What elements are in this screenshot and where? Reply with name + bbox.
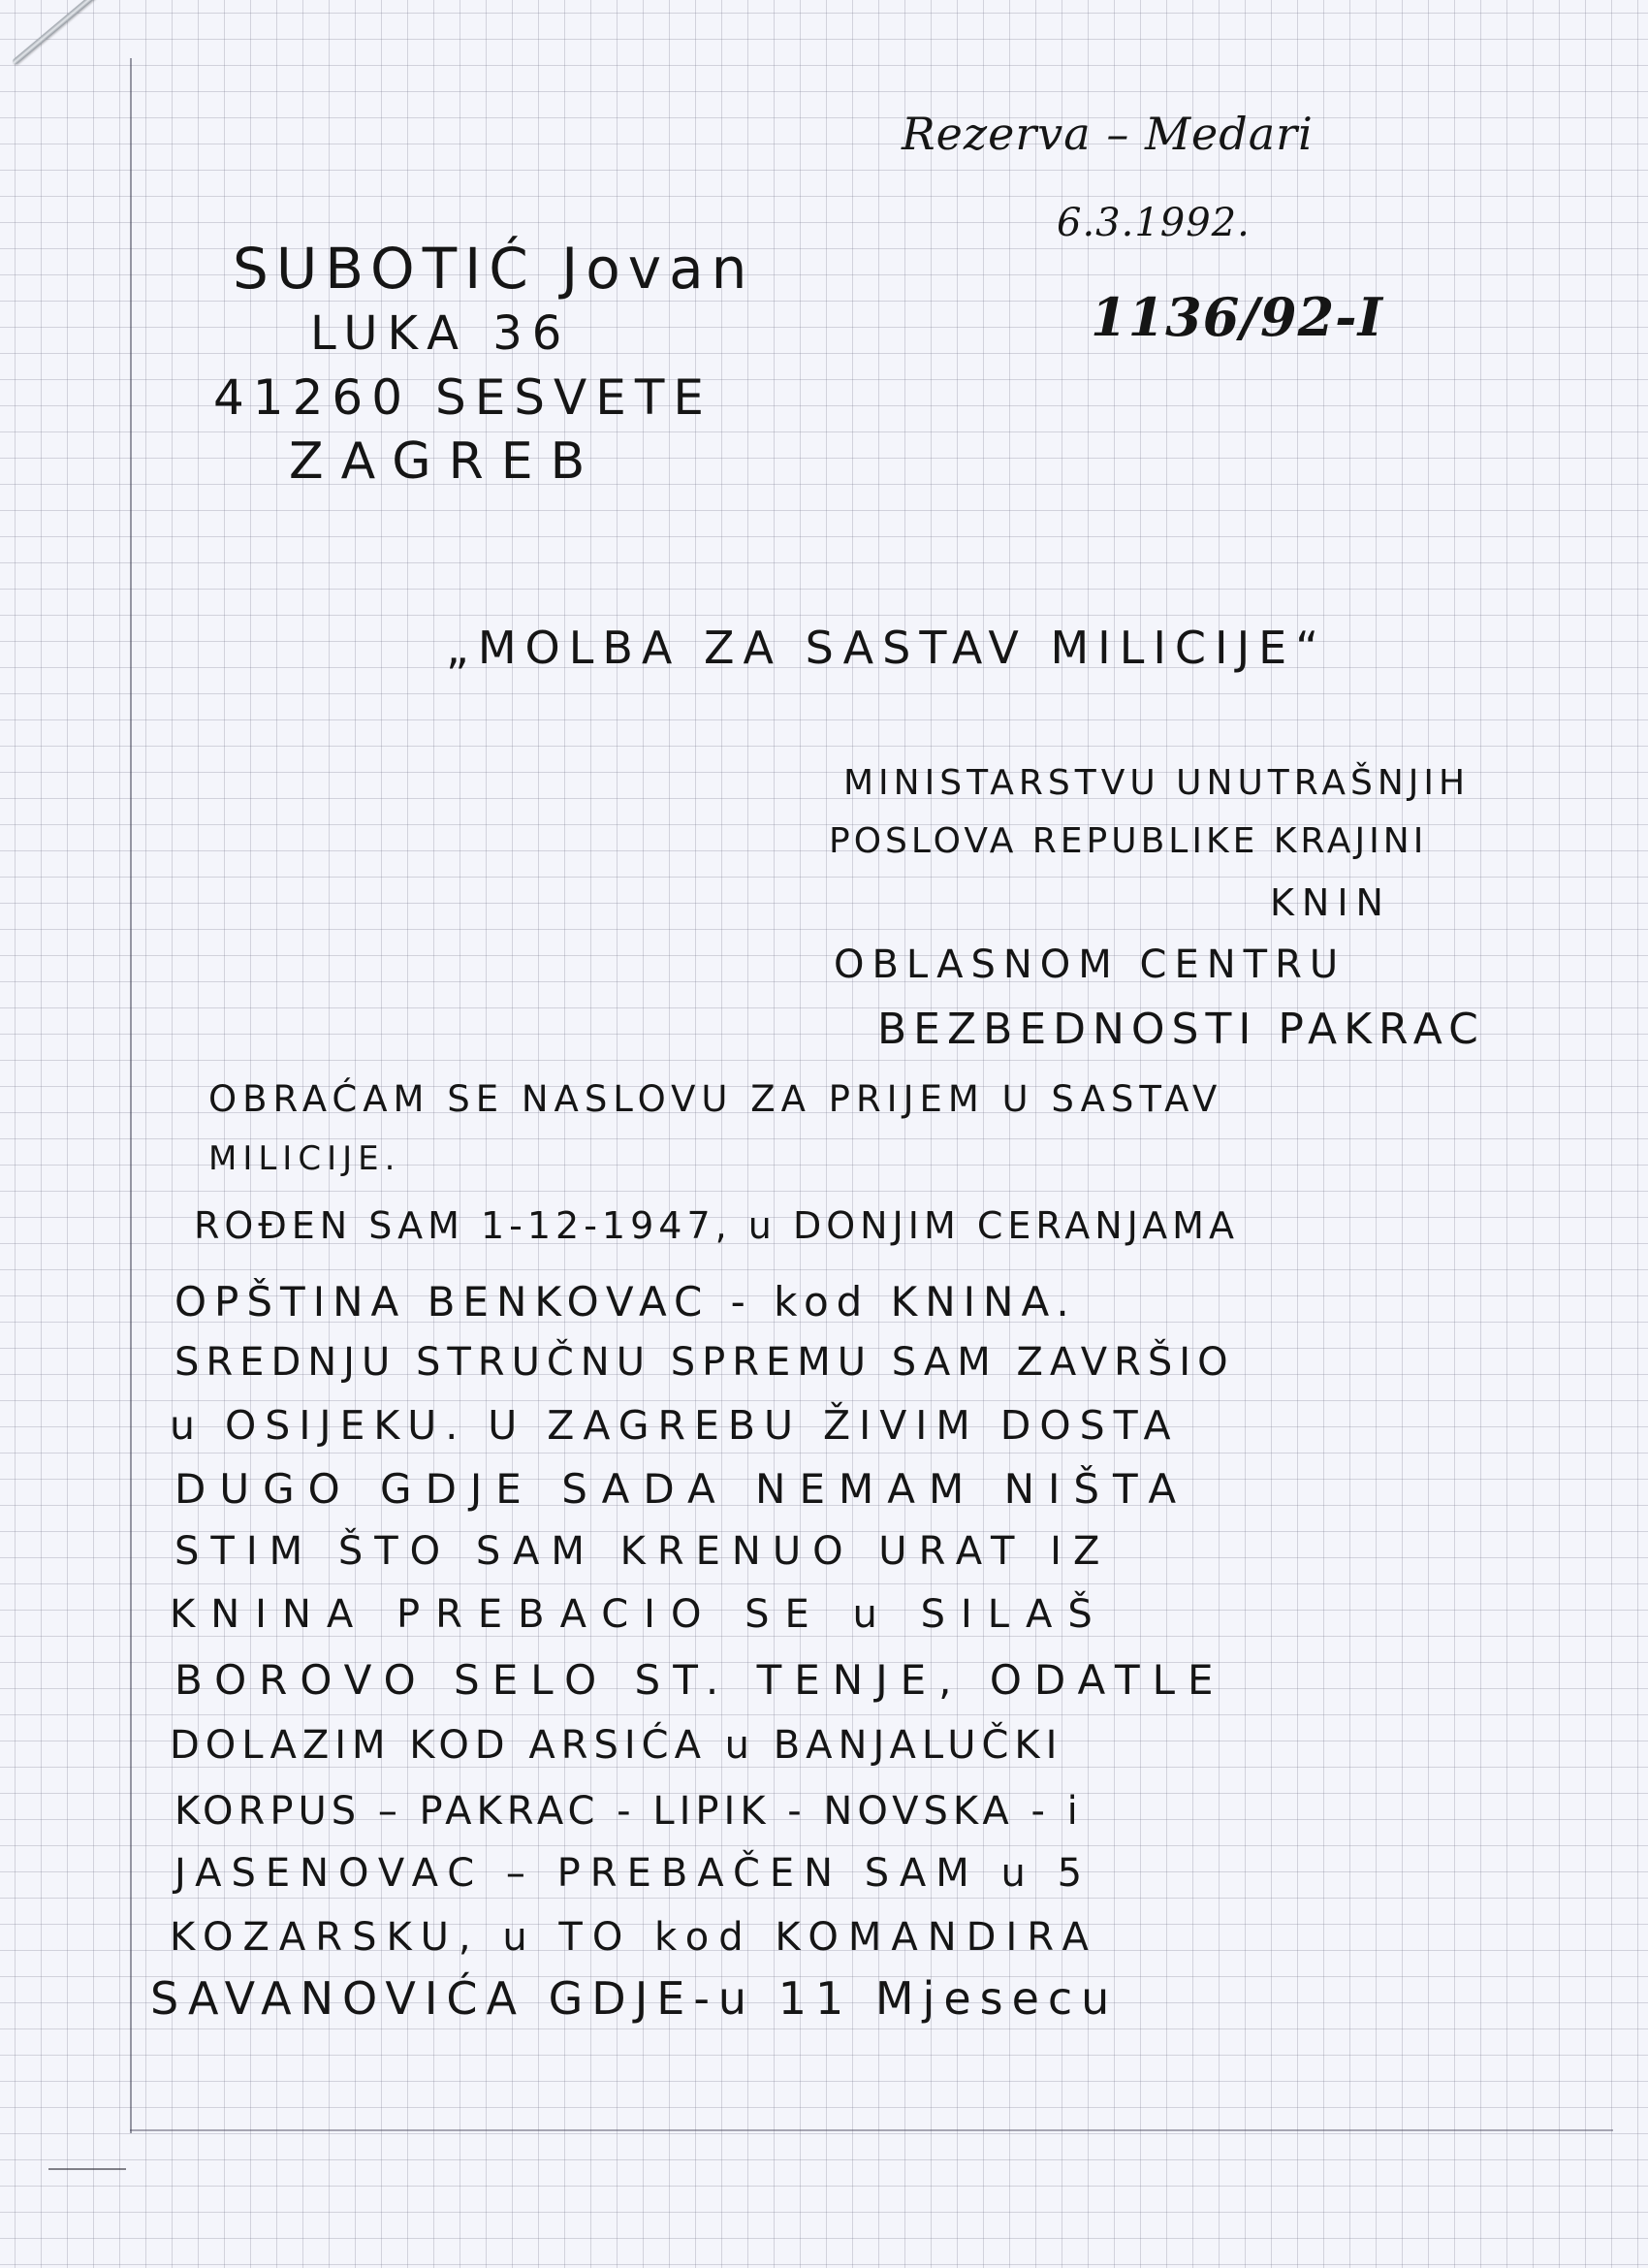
body-line: BOROVO SELO ST. TENJE, ODATLE <box>174 1656 1226 1704</box>
bottom-rule <box>130 2129 1613 2131</box>
body-line: JASENOVAC – PREBAČEN SAM u 5 <box>174 1851 1093 1896</box>
body-line: OPŠTINA BENKOVAC - kod KNINA. <box>174 1278 1077 1326</box>
recipient-line-1: MINISTARSTVU UNUTRAŠNJIH <box>843 763 1471 803</box>
sender-name: SUBOTIĆ Jovan <box>233 236 755 302</box>
recipient-line-3: KNIN <box>1270 881 1391 924</box>
subject-title: „MOLBA ZA SASTAV MILICIJE“ <box>446 622 1328 674</box>
body-line: KOZARSKU, u TO kod KOMANDIRA <box>170 1915 1098 1960</box>
sender-postal-city: 41260 SESVETE <box>213 369 713 426</box>
body-line: SREDNJU STRUČNU SPREMU SAM ZAVRŠIO <box>174 1340 1235 1385</box>
body-line: u OSIJEKU. U ZAGREBU ŽIVIM DOSTA <box>170 1402 1180 1449</box>
recipient-line-2: POSLOVA REPUBLIKE KRAJINI <box>829 821 1428 861</box>
body-line: OBRAĆAM SE NASLOVU ZA PRIJEM U SASTAV <box>208 1078 1223 1120</box>
sender-city: ZAGREB <box>289 432 603 491</box>
date-note: 6.3.1992. <box>1057 201 1251 245</box>
body-line: DOLAZIM KOD ARSIĆA u BANJALUČKI <box>170 1723 1063 1768</box>
body-line: STIM ŠTO SAM KRENUO URAT IZ <box>174 1529 1112 1574</box>
sender-street: LUKA 36 <box>310 306 572 361</box>
reference-number: 1136/92-I <box>1091 286 1383 348</box>
body-line: KNINA PREBACIO SE u SILAŠ <box>170 1592 1108 1637</box>
body-line: KORPUS – PAKRAC - LIPIK - NOVSKA - i <box>174 1789 1083 1834</box>
body-line: DUGO GDJE SADA NEMAM NIŠTA <box>174 1465 1190 1513</box>
staple <box>12 0 97 65</box>
body-line: ROĐEN SAM 1-12-1947, u DONJIM CERANJAMA <box>194 1204 1239 1247</box>
recipient-line-5: BEZBEDNOSTI PAKRAC <box>877 1005 1485 1054</box>
margin-line <box>130 58 132 2133</box>
pen-mark <box>48 2168 126 2170</box>
classification-note: Rezerva – Medari <box>902 108 1314 160</box>
recipient-line-4: OBLASNOM CENTRU <box>834 942 1347 987</box>
body-line: SAVANOVIĆA GDJE-u 11 Mjesecu <box>150 1972 1119 2025</box>
body-line: MILICIJE. <box>208 1139 401 1178</box>
